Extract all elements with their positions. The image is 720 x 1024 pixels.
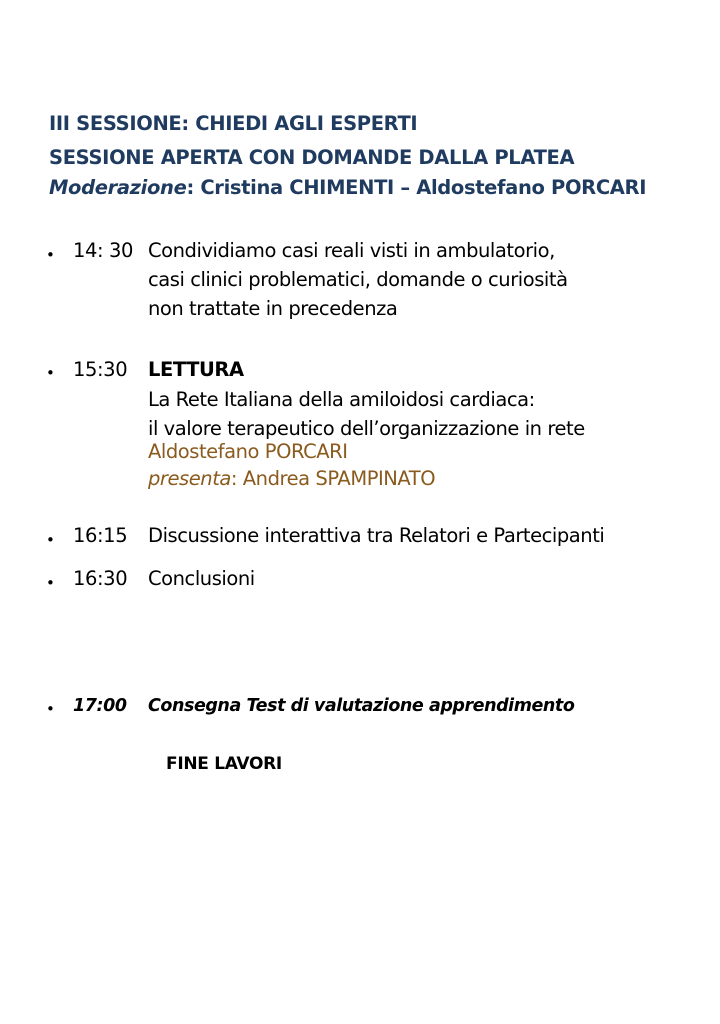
bullet-icon: • — [46, 531, 55, 549]
session-subtitle: SESSIONE APERTA CON DOMANDE DALLA PLATEA — [49, 146, 575, 169]
item-title: LETTURA — [148, 358, 244, 381]
bullet-icon: • — [46, 364, 55, 382]
item-text-line: La Rete Italiana della amiloidosi cardiaca: — [148, 388, 535, 411]
item-text-line: il valore terapeutico dell’organizzazione in rete — [148, 417, 585, 440]
item-time: 16:30 — [73, 567, 128, 590]
bullet-icon: • — [46, 246, 55, 264]
presenter-line — [148, 465, 435, 493]
moderation-line — [49, 176, 646, 200]
presenter-name: : Andrea SPAMPINATO — [230, 467, 436, 490]
item-time: 16:15 — [73, 524, 128, 547]
item-text-line: non trattate in precedenza — [148, 297, 398, 320]
item-time: 17:00 — [73, 696, 127, 716]
speaker-name: Aldostefano PORCARI — [148, 440, 348, 463]
presenter-label: presenta — [148, 467, 231, 490]
item-time: 14: 30 — [73, 239, 133, 262]
moderation-label: Moderazione — [49, 176, 187, 199]
item-time: 15:30 — [73, 358, 128, 381]
item-text-line: Consegna Test di valutazione apprendimento — [148, 696, 575, 716]
item-text-line: Discussione interattiva tra Relatori e Partecipanti — [148, 524, 605, 547]
item-text-line: casi clinici problematici, domande o curiosità — [148, 268, 568, 291]
bullet-icon: • — [46, 574, 55, 592]
session-title: III SESSIONE: CHIEDI AGLI ESPERTI — [49, 112, 418, 135]
item-text-line: Conclusioni — [148, 567, 255, 590]
moderation-names: : Cristina CHIMENTI – Aldostefano PORCARI — [186, 176, 647, 199]
closing-label: FINE LAVORI — [166, 754, 282, 774]
bullet-icon: • — [46, 700, 55, 718]
item-text-line: Condividiamo casi reali visti in ambulatorio, — [148, 239, 555, 262]
